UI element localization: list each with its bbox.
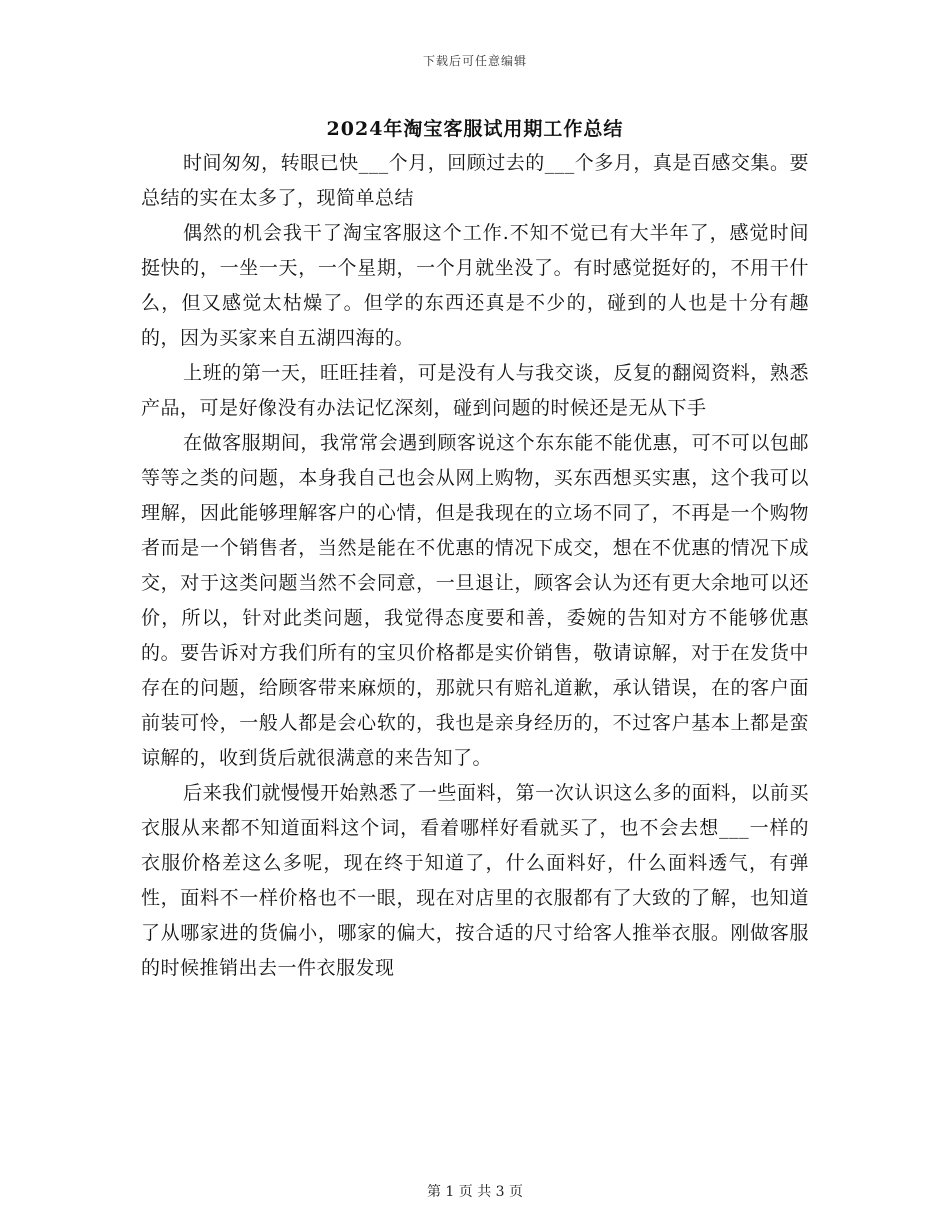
document-title: 2024年淘宝客服试用期工作总结 <box>326 118 624 140</box>
paragraph-3: 上班的第一天，旺旺挂着，可是没有人与我交谈，反复的翻阅资料，熟悉产品，可是好像没有办法记忆深刻，碰到问题的时候还是无从下手 <box>141 362 809 419</box>
document-body <box>141 146 809 986</box>
paragraph-1: 时间匆匆，转眼已快___个月，回顾过去的___个多月，真是百感交集。要总结的实在太多了，现简单总结 <box>141 152 809 209</box>
page-header-note: 下载后可任意编辑 <box>422 54 527 68</box>
paragraph-4: 在做客服期间，我常常会遇到顾客说这个东东能不能优惠，可不可以包邮等等之类的问题，本身我自己也会从网上购物，买东西想买实惠，这个我可以理解，因此能够理解客户的心情，但是我现在的立场不同了，不再是一个购物者而是一个销售者，当然是能在不优惠的情况下成交，想在不优惠的情况下成交，对于这类问题当然不会同意，一旦退让，顾客会认为还有更大余地可以还价，所以，针对此类问题，我觉得态度要和善，委婉的告知对方不能够优惠的。要告诉对方我们所有的宝贝价格都是实价销售，敬请谅解，对于在发货中存在的问题，给顾客带来麻烦的，那就只有赔礼道歉，承认错误，在的客户面前装可怜，一般人都是会心软的，我也是亲身经历的，不过客户基本上都是蛮谅解的，收到货后就很满意的来告知了。 <box>141 432 809 769</box>
paragraph-5: 后来我们就慢慢开始熟悉了一些面料，第一次认识这么多的面料，以前买衣服从来都不知道面料这个词，看着哪样好看就买了，也不会去想___一样的衣服价格差这么多呢，现在终于知道了，什么面料好，什么面料透气，有弹性，面料不一样价格也不一眼，现在对店里的衣服都有了大致的了解，也知道了从哪家进的货偏小，哪家的偏大，按合适的尺寸给客人推举衣服。刚做客服的时候推销出去一件衣服发现 <box>141 782 809 979</box>
paragraph-2: 偶然的机会我干了淘宝客服这个工作.不知不觉已有大半年了，感觉时间挺快的，一坐一天，一个星期，一个月就坐没了。有时感觉挺好的，不用干什么，但又感觉太枯燥了。但学的东西还真是不少的，碰到的人也是十分有趣的，因为买家来自五湖四海的。 <box>141 222 809 349</box>
page-number-footer: 第 1 页 共 3 页 <box>426 1184 524 1200</box>
